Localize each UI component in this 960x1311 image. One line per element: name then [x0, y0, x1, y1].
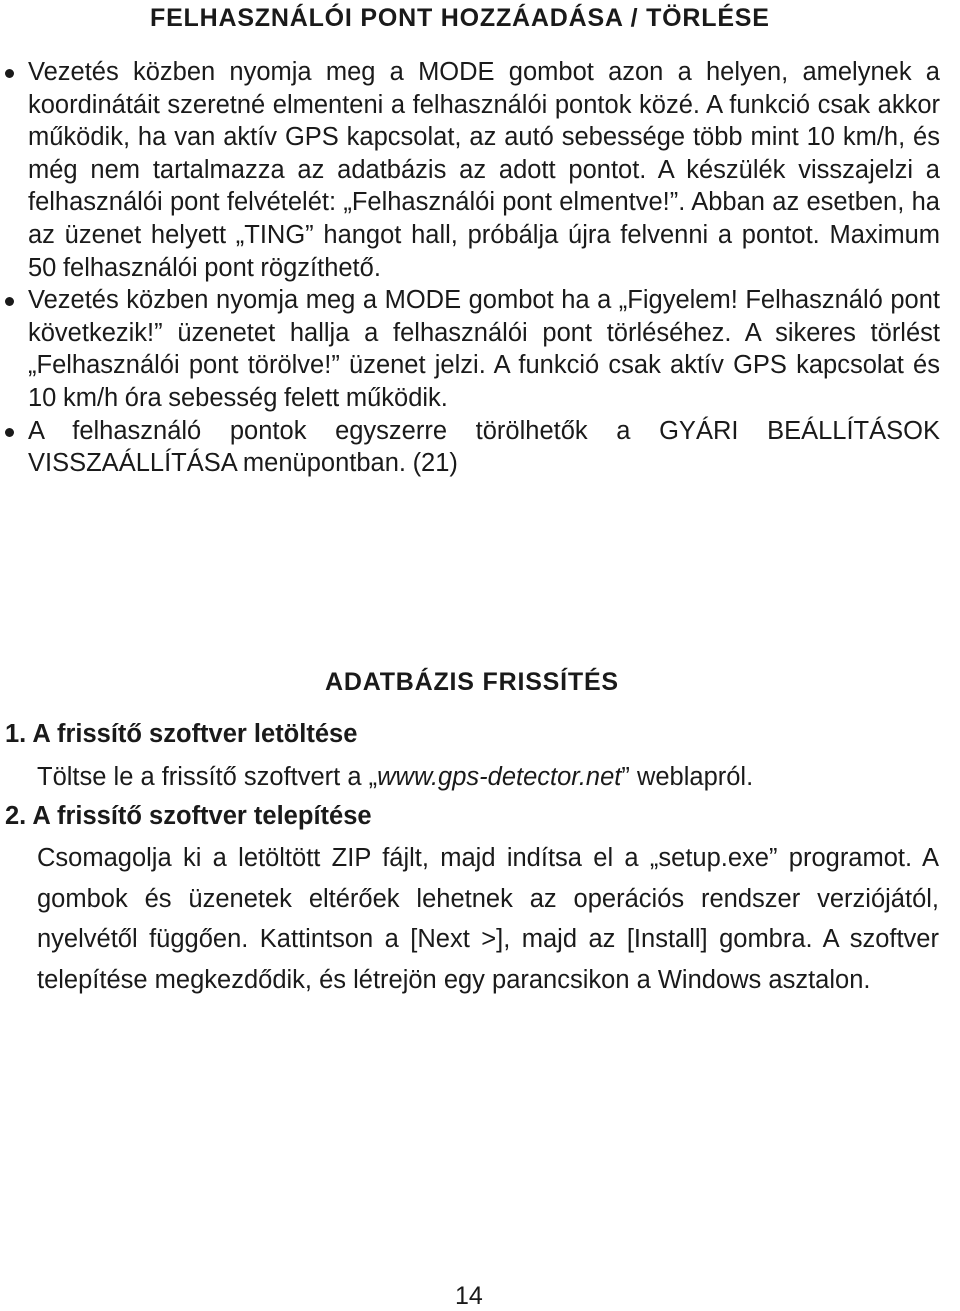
bullet-text: Vezetés közben nyomja meg a MODE gombot azon a helyen, amelynek a koordinátáit szeretné elmenteni a felhasználói pontok közé. A funkció csak akkor működik, ha van aktív GPS kapcsolat, az autó sebessége több mint 10 km/h, és még nem tartalmazza az adatbázis az adott pontot. A készülék visszajelzi a felhasználói pont felvételét: „Felhasználói pont elmentve!”. Abban az esetben, ha az üzenet helyett „TING” hangot hall, próbálja újra felvenni a pontot. Maximum 50 felhasználói pont rögzíthető. — [28, 58, 940, 282]
section-title-user-points: FELHASZNÁLÓI PONT HOZZÁADÁSA / TÖRLÉSE — [150, 4, 770, 32]
step1-heading: 1. A frissítő szoftver letöltése — [5, 720, 358, 748]
bullet-dot-icon — [5, 69, 14, 78]
bullet-delete-point — [0, 284, 940, 414]
section-title-database-update: ADATBÁZIS FRISSÍTÉS — [325, 668, 619, 696]
bullet-dot-icon — [5, 297, 14, 306]
bullet-text: Vezetés közben nyomja meg a MODE gombot ha a „Figyelem! Felhasználó pont következik!” üzenetet hallja a felhasználói pont törléséhez. A sikeres törlést „Felhasználói pont törölve!” üzenet jelzi. A funkció csak aktív GPS kapcsolat és 10 km/h óra sebesség felett működik. — [28, 286, 940, 412]
bullet-dot-icon — [5, 428, 14, 437]
bullet-add-point — [0, 56, 940, 284]
step2-text: Csomagolja ki a letöltött ZIP fájlt, majd indítsa el a „setup.exe” programot. A gombok és üzenetek eltérőek lehetnek az operációs rendszer verziójától, nyelvétől függően. Kattintson a [Next >], majd az [Install] gombra. A szoftver telepítése megkezdődik, és létrejön egy parancsikon a Windows asztalon. — [37, 844, 939, 994]
step1-text-before: Töltse le a frissítő szoftvert a „ — [37, 763, 378, 791]
bullet-text: A felhasználó pontok egyszerre törölhetők a GYÁRI BEÁLLÍTÁSOK VISSZAÁLLÍTÁSA menüpontban. (21) — [28, 416, 940, 478]
user-points-bullet-list — [0, 56, 960, 480]
page-number: 14 — [455, 1282, 483, 1310]
step1-text — [37, 757, 939, 798]
download-url-link[interactable]: www.gps-detector.net — [377, 763, 622, 791]
step1-text-after: ” weblapról. — [621, 763, 754, 791]
step2-heading: 2. A frissítő szoftver telepítése — [5, 802, 372, 830]
bullet-factory-reset — [0, 415, 940, 480]
